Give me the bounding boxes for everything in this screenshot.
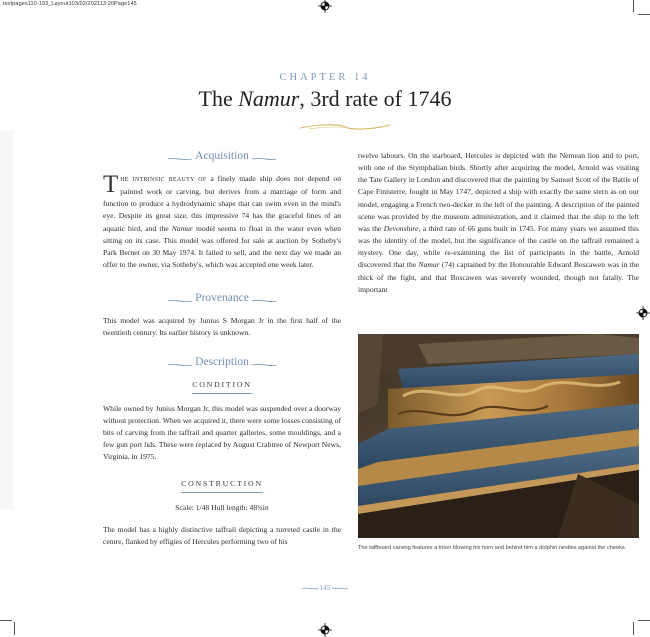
registration-mark-icon xyxy=(318,0,332,13)
heading-text: Provenance xyxy=(195,292,249,305)
title-text: The xyxy=(198,86,239,111)
page-number-text: 145 xyxy=(319,584,331,592)
condition-paragraph: While owned by Junius Morgan Jr, this model was suspended over a doorway without protection. When we acquired it, there were some losses consisting of bits of carving from the taffrail and quarter galleries, some mouldings, and a few gun port lids. These were replaced by August Crabtree of Newport News, Virginia, in 1975. xyxy=(103,403,341,462)
paragraph-text: (74) captained by the Honourable Edward Boscawen was in the thick of the fight, and that Boscawen was severely wounded, though not fatally. The important xyxy=(358,260,639,294)
heading-text: Acquisition xyxy=(195,150,249,162)
scale-line: Scale: 1/48 Hull length: 48¾in xyxy=(175,502,269,512)
crop-mark xyxy=(638,620,650,621)
crop-mark xyxy=(638,14,650,15)
folio-swash-ornament xyxy=(332,587,348,590)
crop-mark xyxy=(633,0,634,12)
subheading-text: CONSTRUCTION xyxy=(181,478,263,493)
drop-cap: T xyxy=(103,171,119,198)
subheading-text: CONDITION xyxy=(192,379,252,394)
right-column xyxy=(358,150,639,296)
swash-ornament xyxy=(168,299,192,303)
swash-ornament xyxy=(252,157,276,161)
construction-paragraph: The model has a highly distinctive taffrail depicting a turreted castle in the centre, flanked by effigies of Hercules performing two of his xyxy=(103,524,341,546)
registration-mark-icon xyxy=(636,306,650,320)
swash-ornament xyxy=(168,157,192,161)
crop-mark xyxy=(14,622,15,635)
chapter-title xyxy=(0,86,650,112)
narrative-paragraph xyxy=(358,150,639,296)
title-text: , 3rd rate of 1746 xyxy=(299,86,452,111)
swash-ornament xyxy=(252,363,276,367)
lead-in: HE INTRINSIC BEAUTY OF xyxy=(120,177,207,183)
swash-ornament xyxy=(168,363,192,367)
acquisition-paragraph xyxy=(103,173,341,271)
photo-caption: The taffboard carving features a triton blowing his horn and behind him a dolphin nestles against the cheeks. xyxy=(358,545,627,551)
section-heading-description xyxy=(103,356,341,372)
title-ship-name: Namur xyxy=(238,86,300,111)
subheading-construction xyxy=(103,478,341,493)
chapter-label: CHAPTER 14 xyxy=(279,72,371,83)
left-column xyxy=(103,150,341,548)
crop-mark xyxy=(0,620,12,621)
ship-name: Devonshire xyxy=(383,223,419,233)
print-slug: textpages110-193_Layout103/02/202113:20Page145 xyxy=(3,1,137,7)
title-flourish-ornament xyxy=(299,117,391,127)
heading-text: Description xyxy=(195,355,249,368)
swash-ornament xyxy=(252,299,276,303)
page-number xyxy=(0,584,650,592)
ship-name: Namur xyxy=(418,260,440,270)
paragraph-text: a finely made ship does not depend on painted work or carving, but derives from a marriage of form and function to produce a hydrodynamic shape that can swim even in the mind's eye. Despite its great size, this impressive 74 has the graceful lines of an aquatic bird, and the xyxy=(103,174,341,233)
folio-swash-ornament xyxy=(302,587,318,590)
taffrail-carving-photo xyxy=(358,334,639,538)
ship-name: Namur xyxy=(171,223,193,233)
provenance-paragraph: This model was acquired by Junius S Morgan Jr in the first half of the twentieth century. Its earlier history is unknown. xyxy=(103,316,341,338)
section-heading-acquisition xyxy=(103,150,341,166)
paragraph-text: , a third rate of 66 guns built in 1745. For many years we assumed this was the identity of the model, but the significance of the castle on the taffrail remained a mystery. One day, while re-examining the list of participants in the battle, Arnold discovered that the xyxy=(358,223,639,270)
section-heading-provenance xyxy=(103,292,341,308)
crop-mark xyxy=(633,622,634,635)
subheading-condition xyxy=(103,379,341,394)
paragraph-text: twelve labours. On the starboard, Hercules is depicted with the Nemean lion and to port, with one of the Stymphalian birds. Shortly after acquiring the model, Arnold was visiting the Tate Gallery in London and discovered that the painting by Samuel Scott of the Battle of Cape Finisterre, fought in May 1747, depicted a ship with exactly the same stern as on our model, engaging a French two-decker in the left of the painting. A description of the painted scene was provided by the museum administration, and it claimed that the ship to the left was the xyxy=(358,151,639,233)
paragraph-text: model seems to float in the water even when sitting on its case. This model was offered for sale at auction by Sotheby's Park Bernet on 30 May 1974. It failed to sell, and the next day we made an offer to the owner, via Sotheby's, which was accepted one week later. xyxy=(103,223,342,270)
margin-band xyxy=(0,130,14,510)
